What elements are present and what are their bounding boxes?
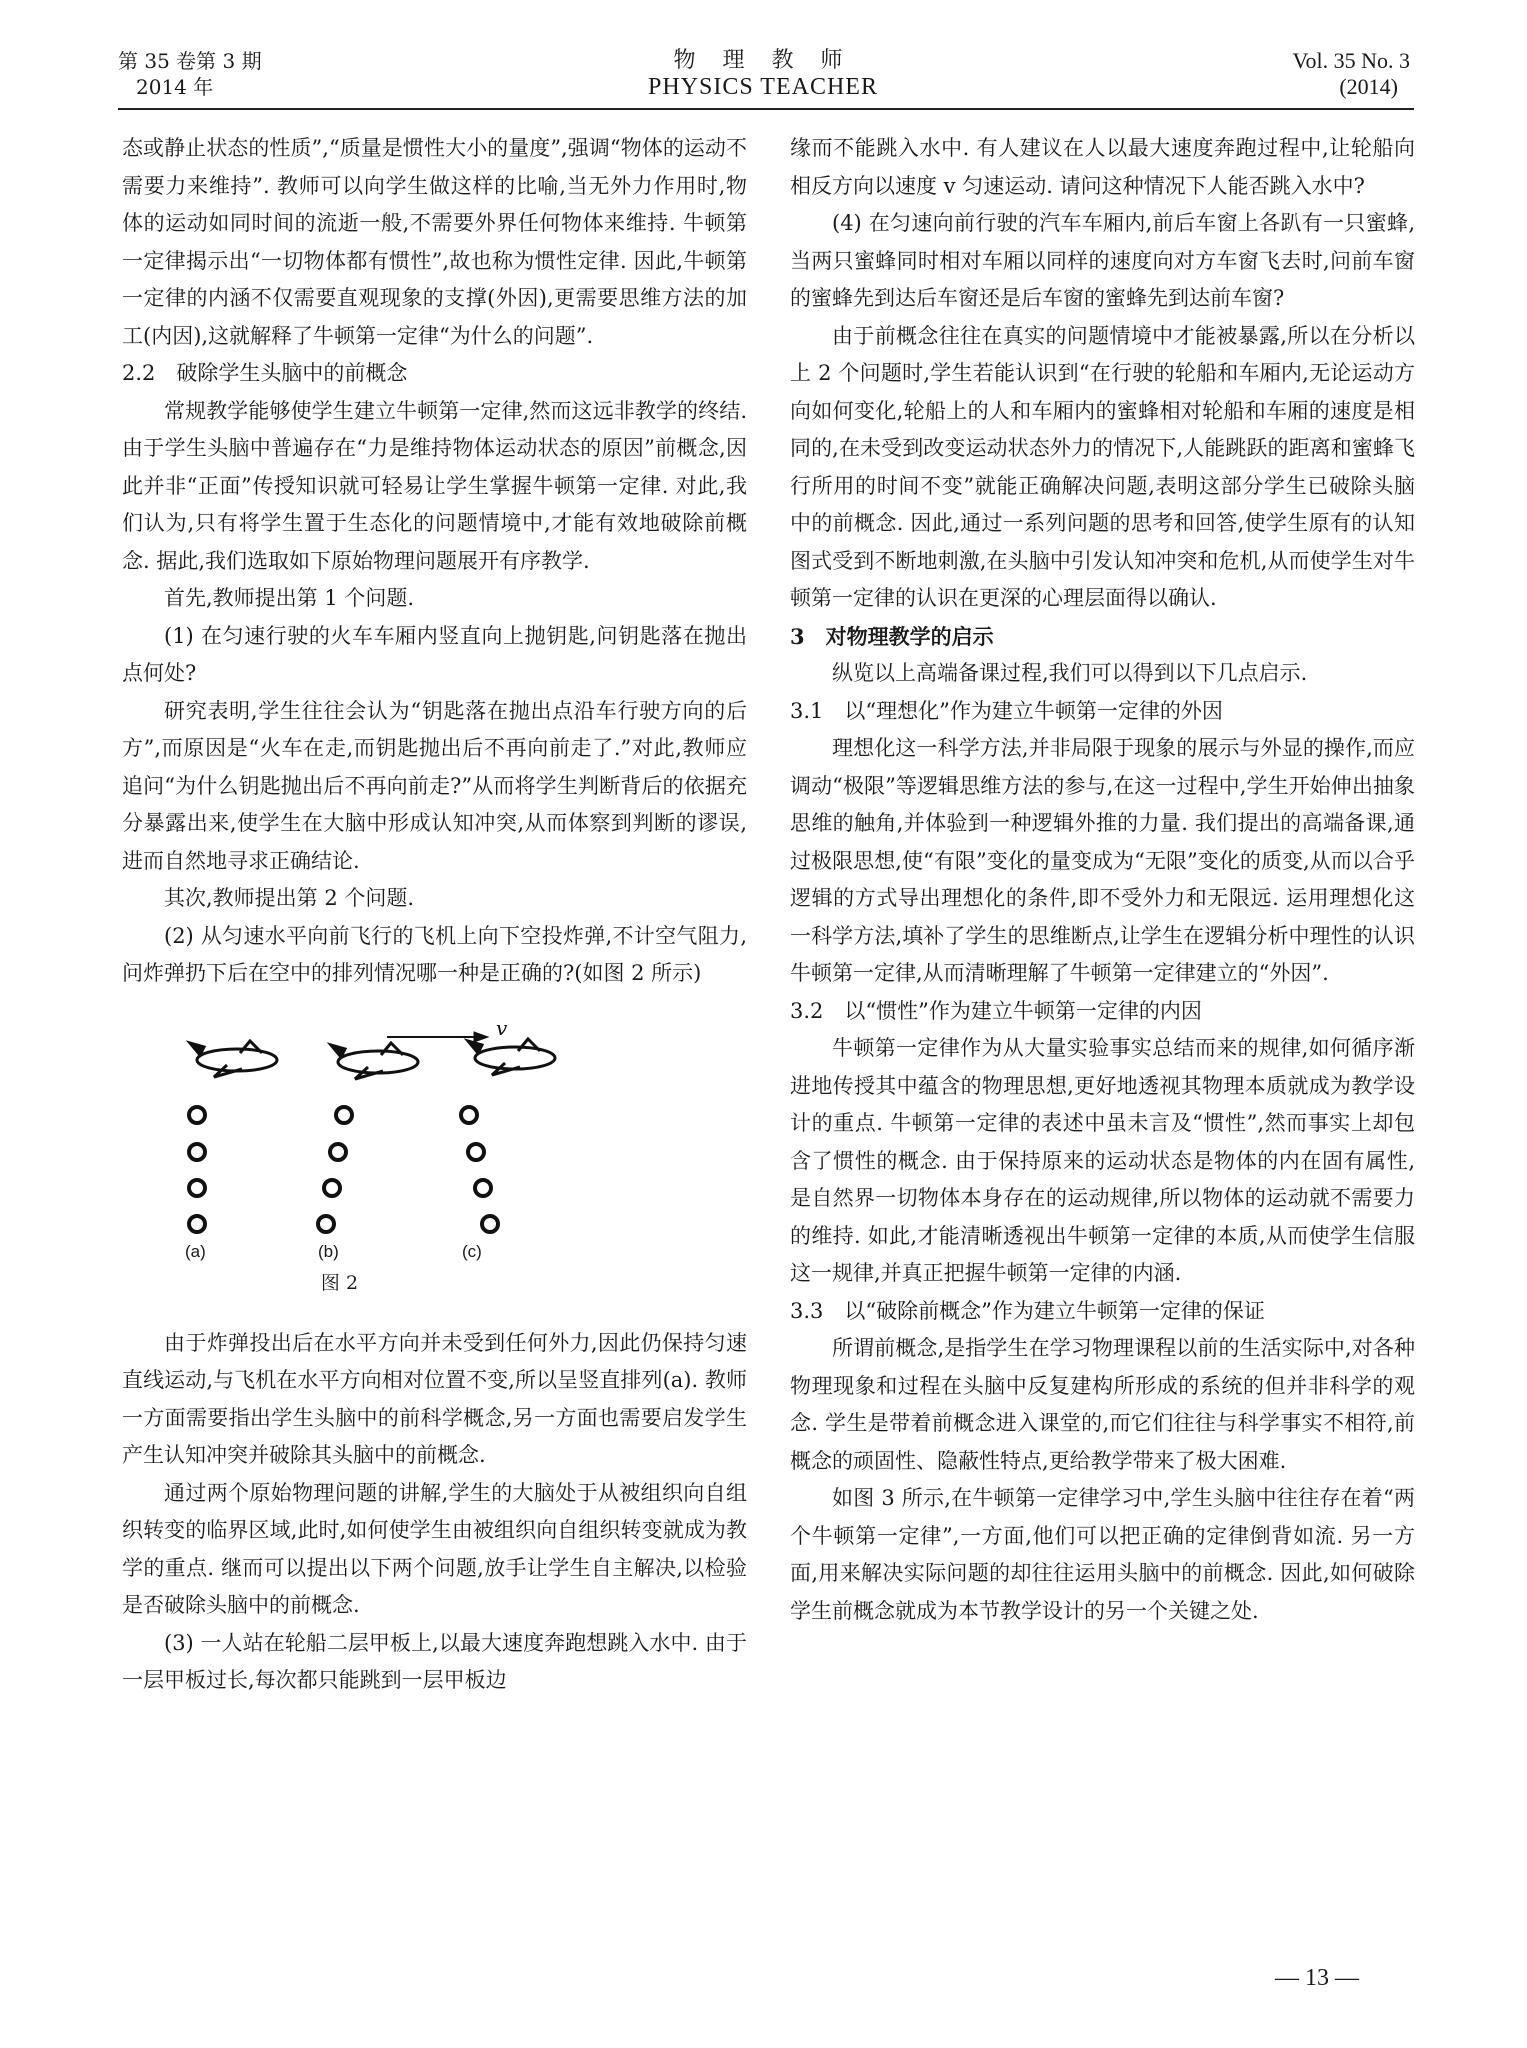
- journal-volume-en: [1230, 48, 1410, 100]
- figure-sublabels: [122, 1233, 747, 1261]
- journal-issue: [118, 48, 262, 100]
- left-column: [122, 130, 747, 1700]
- paragraph: 所谓前概念,是指学生在学习物理课程以前的生活实际中,对各种物理现象和过程在头脑中反复建构所形成的系统的但并非科学的观念. 学生是带着前概念进入课堂的,而它们往往与科学事实不相符,前概念的顽固性、隐蔽性特点,更给教学带来了极大困难.: [790, 1336, 1415, 1473]
- bomb: [324, 1180, 340, 1196]
- bomb: [475, 1180, 491, 1196]
- page-number: — 13 —: [1275, 1965, 1359, 1991]
- airplane-b-icon: [331, 1043, 418, 1079]
- paragraph: 理想化这一科学方法,并非局限于现象的展示与外显的操作,而应调动“极限”等逻辑思维方法的参与,在这一过程中,学生开始伸出抽象思维的触角,并体验到一种逻辑外推的力量. 我们提出的高端备课,通过极限思想,使“有限”变化的量变成为“无限”变化的质变,从而以合乎逻辑的方式导出理想化的条件,即不受外力和无限远. 运用理想化这一科学方法,填补了学生的思维断点,让学生在逻辑分析中理性的认识牛顿第一定律,从而清晰理解了牛顿第一定律建立的“外因”.: [790, 736, 1415, 985]
- paragraph: 首先,教师提出第 1 个问题.: [164, 586, 415, 610]
- bomb: [468, 1144, 484, 1160]
- bomb: [189, 1216, 205, 1232]
- question-4: (4) 在匀速向前行驶的汽车车厢内,前后车窗上各趴有一只蜜蜂,当两只蜜蜂同时相对车厢以同样的速度向对方车窗飞去时,问前车窗的蜜蜂先到达后车窗还是后车窗的蜜蜂先到达前车窗?: [790, 211, 1415, 310]
- question-3-continued: 缘而不能跳入水中. 有人建议在人以最大速度奔跑过程中,让轮船向相反方向以速度 v 匀速运动. 请问这种情况下人能否跳入水中?: [790, 136, 1415, 198]
- header-rule: [118, 108, 1414, 110]
- question-2: (2) 从匀速水平向前飞行的飞机上向下空投炸弹,不计空气阻力,问炸弹扔下后在空中的排列情况哪一种是正确的?(如图 2 所示): [122, 923, 747, 985]
- bomb: [461, 1107, 477, 1123]
- bomb: [482, 1216, 498, 1232]
- journal-title: [583, 48, 943, 100]
- velocity-arrow: [387, 1032, 488, 1042]
- paragraph: 由于炸弹投出后在水平方向并未受到任何外力,因此仍保持匀速直线运动,与飞机在水平方向相对位置不变,所以呈竖直排列(a). 教师一方面需要指出学生头脑中的前科学概念,另一方面也需要启发学生产生认知冲突并破除其头脑中的前概念.: [122, 1330, 747, 1467]
- issue-year: 2014 年: [136, 75, 214, 99]
- sublabel-a: (a): [185, 1241, 206, 1261]
- paragraph: 研究表明,学生往往会认为“钥匙落在抛出点沿车行驶方向的后方”,而原因是“火车在走,而钥匙抛出后不再向前走了.”对此,教师应追问“为什么钥匙抛出后不再向前走?”从而将学生判断背后的依据充分暴露出来,使学生在大脑中形成认知冲突,从而体察到判断的谬误,进而自然地寻求正确结论.: [122, 698, 747, 873]
- paragraph: 态或静止状态的性质”,“质量是惯性大小的量度”,强调“物体的运动不需要力来维持”. 教师可以向学生做这样的比喻,当无外力作用时,物体的运动如同时间的流逝一般,不需要外界任何物体来维持. 牛顿第一定律揭示出“一切物体都有惯性”,故也称为惯性定律. 因此,牛顿第一定律的内涵不仅需要直观现象的支撑(外因),更需要思维方法的加工(内因),这就解释了牛顿第一定律“为什么的问题”.: [122, 136, 747, 348]
- bomb: [189, 1107, 205, 1123]
- bomb: [330, 1144, 346, 1160]
- paragraph: 牛顿第一定律作为从大量实验事实总结而来的规律,如何循序渐进地传授其中蕴含的物理思想,更好地透视其物理本质就成为教学设计的重点. 牛顿第一定律的表述中虽未言及“惯性”,然而事实上却包含了惯性的概念. 由于保持原来的运动状态是物体的内在固有属性,是自然界一切物体本身存在的运动规律,所以物体的运动就不需要力的维持. 如此,才能清晰透视出牛顿第一定律的本质,从而使学生信服这一规律,并真正把握牛顿第一定律的内涵.: [790, 1036, 1415, 1285]
- velocity-label: v: [496, 1024, 508, 1040]
- section-heading-3-2: 3.2 以“惯性”作为建立牛顿第一定律的内因: [790, 998, 1202, 1023]
- paragraph: 纵览以上高端备课过程,我们可以得到以下几点启示.: [832, 661, 1308, 685]
- section-heading-3-3: 3.3 以“破除前概念”作为建立牛顿第一定律的保证: [790, 1298, 1265, 1323]
- bomb-drop-diagram: [122, 1025, 747, 1255]
- question-1: (1) 在匀速行驶的火车车厢内竖直向上抛钥匙,问钥匙落在抛出点何处?: [122, 623, 747, 685]
- paragraph: 其次,教师提出第 2 个问题.: [164, 886, 415, 910]
- bombs-b: [318, 1107, 352, 1232]
- volume-year: (2014): [1339, 74, 1398, 99]
- bombs-a: [189, 1107, 205, 1232]
- issue-volume: 第 35 卷第 3 期: [118, 49, 262, 73]
- figure-caption: 图 2: [320, 1271, 359, 1294]
- bomb: [336, 1107, 352, 1123]
- journal-title-cn: 物 理 教 师: [673, 48, 853, 73]
- figure-2: [122, 1025, 747, 1255]
- bomb: [189, 1180, 205, 1196]
- question-3: (3) 一人站在轮船二层甲板上,以最大速度奔跑想跳入水中. 由于一层甲板过长,每次都只能跳到一层甲板边: [122, 1630, 747, 1692]
- paragraph: 通过两个原始物理问题的讲解,学生的大脑处于从被组织向自组织转变的临界区域,此时,如何使学生由被组织向自组织转变就成为教学的重点. 继而可以提出以下两个问题,放手让学生自主解决,以检验是否破除头脑中的前概念.: [122, 1480, 747, 1617]
- paragraph: 如图 3 所示,在牛顿第一定律学习中,学生头脑中往往存在着“两个牛顿第一定律”,一方面,他们可以把正确的定律倒背如流. 另一方面,用来解决实际问题的却往往运用头脑中的前概念. 因此,如何破除学生前概念就成为本节教学设计的另一个关键之处.: [790, 1486, 1415, 1623]
- section-heading-3: 3 对物理教学的启示: [790, 623, 994, 649]
- bomb: [318, 1216, 334, 1232]
- bombs-c: [461, 1107, 498, 1232]
- sublabel-c: (c): [462, 1241, 482, 1261]
- airplane-c-icon: [468, 1039, 555, 1075]
- paragraph: 常规教学能够使学生建立牛顿第一定律,然而这远非教学的终结. 由于学生头脑中普遍存在“力是维持物体运动状态的原因”前概念,因此并非“正面”传授知识就可轻易让学生掌握牛顿第一定律. 对此,我们认为,只有将学生置于生态化的问题情境中,才能有效地破除前概念. 据此,我们选取如下原始物理问题展开有序教学.: [122, 398, 747, 573]
- journal-title-en: PHYSICS TEACHER: [648, 74, 878, 100]
- airplane-a-icon: [190, 1041, 277, 1077]
- section-heading-3-1: 3.1 以“理想化”作为建立牛顿第一定律的外因: [790, 698, 1223, 723]
- bomb: [189, 1144, 205, 1160]
- volume-number: Vol. 35 No. 3: [1292, 48, 1410, 73]
- section-heading-2-2: 2.2 破除学生头脑中的前概念: [122, 361, 408, 385]
- paragraph: 由于前概念往往在真实的问题情境中才能被暴露,所以在分析以上 2 个问题时,学生若能认识到“在行驶的轮船和车厢内,无论运动方向如何变化,轮船上的人和车厢内的蜜蜂相对轮船和车厢的速度是相同的,在未受到改变运动状态外力的情况下,人能跳跃的距离和蜜蜂飞行所用的时间不变”就能正确解决问题,表明这部分学生已破除头脑中的前概念. 因此,通过一系列问题的思考和回答,使学生原有的认知图式受到不断地刺激,在头脑中引发认知冲突和危机,从而使学生对牛顿第一定律的认识在更深的心理层面得以确认.: [790, 323, 1415, 610]
- right-column: [790, 130, 1415, 1630]
- sublabel-b: (b): [318, 1241, 339, 1261]
